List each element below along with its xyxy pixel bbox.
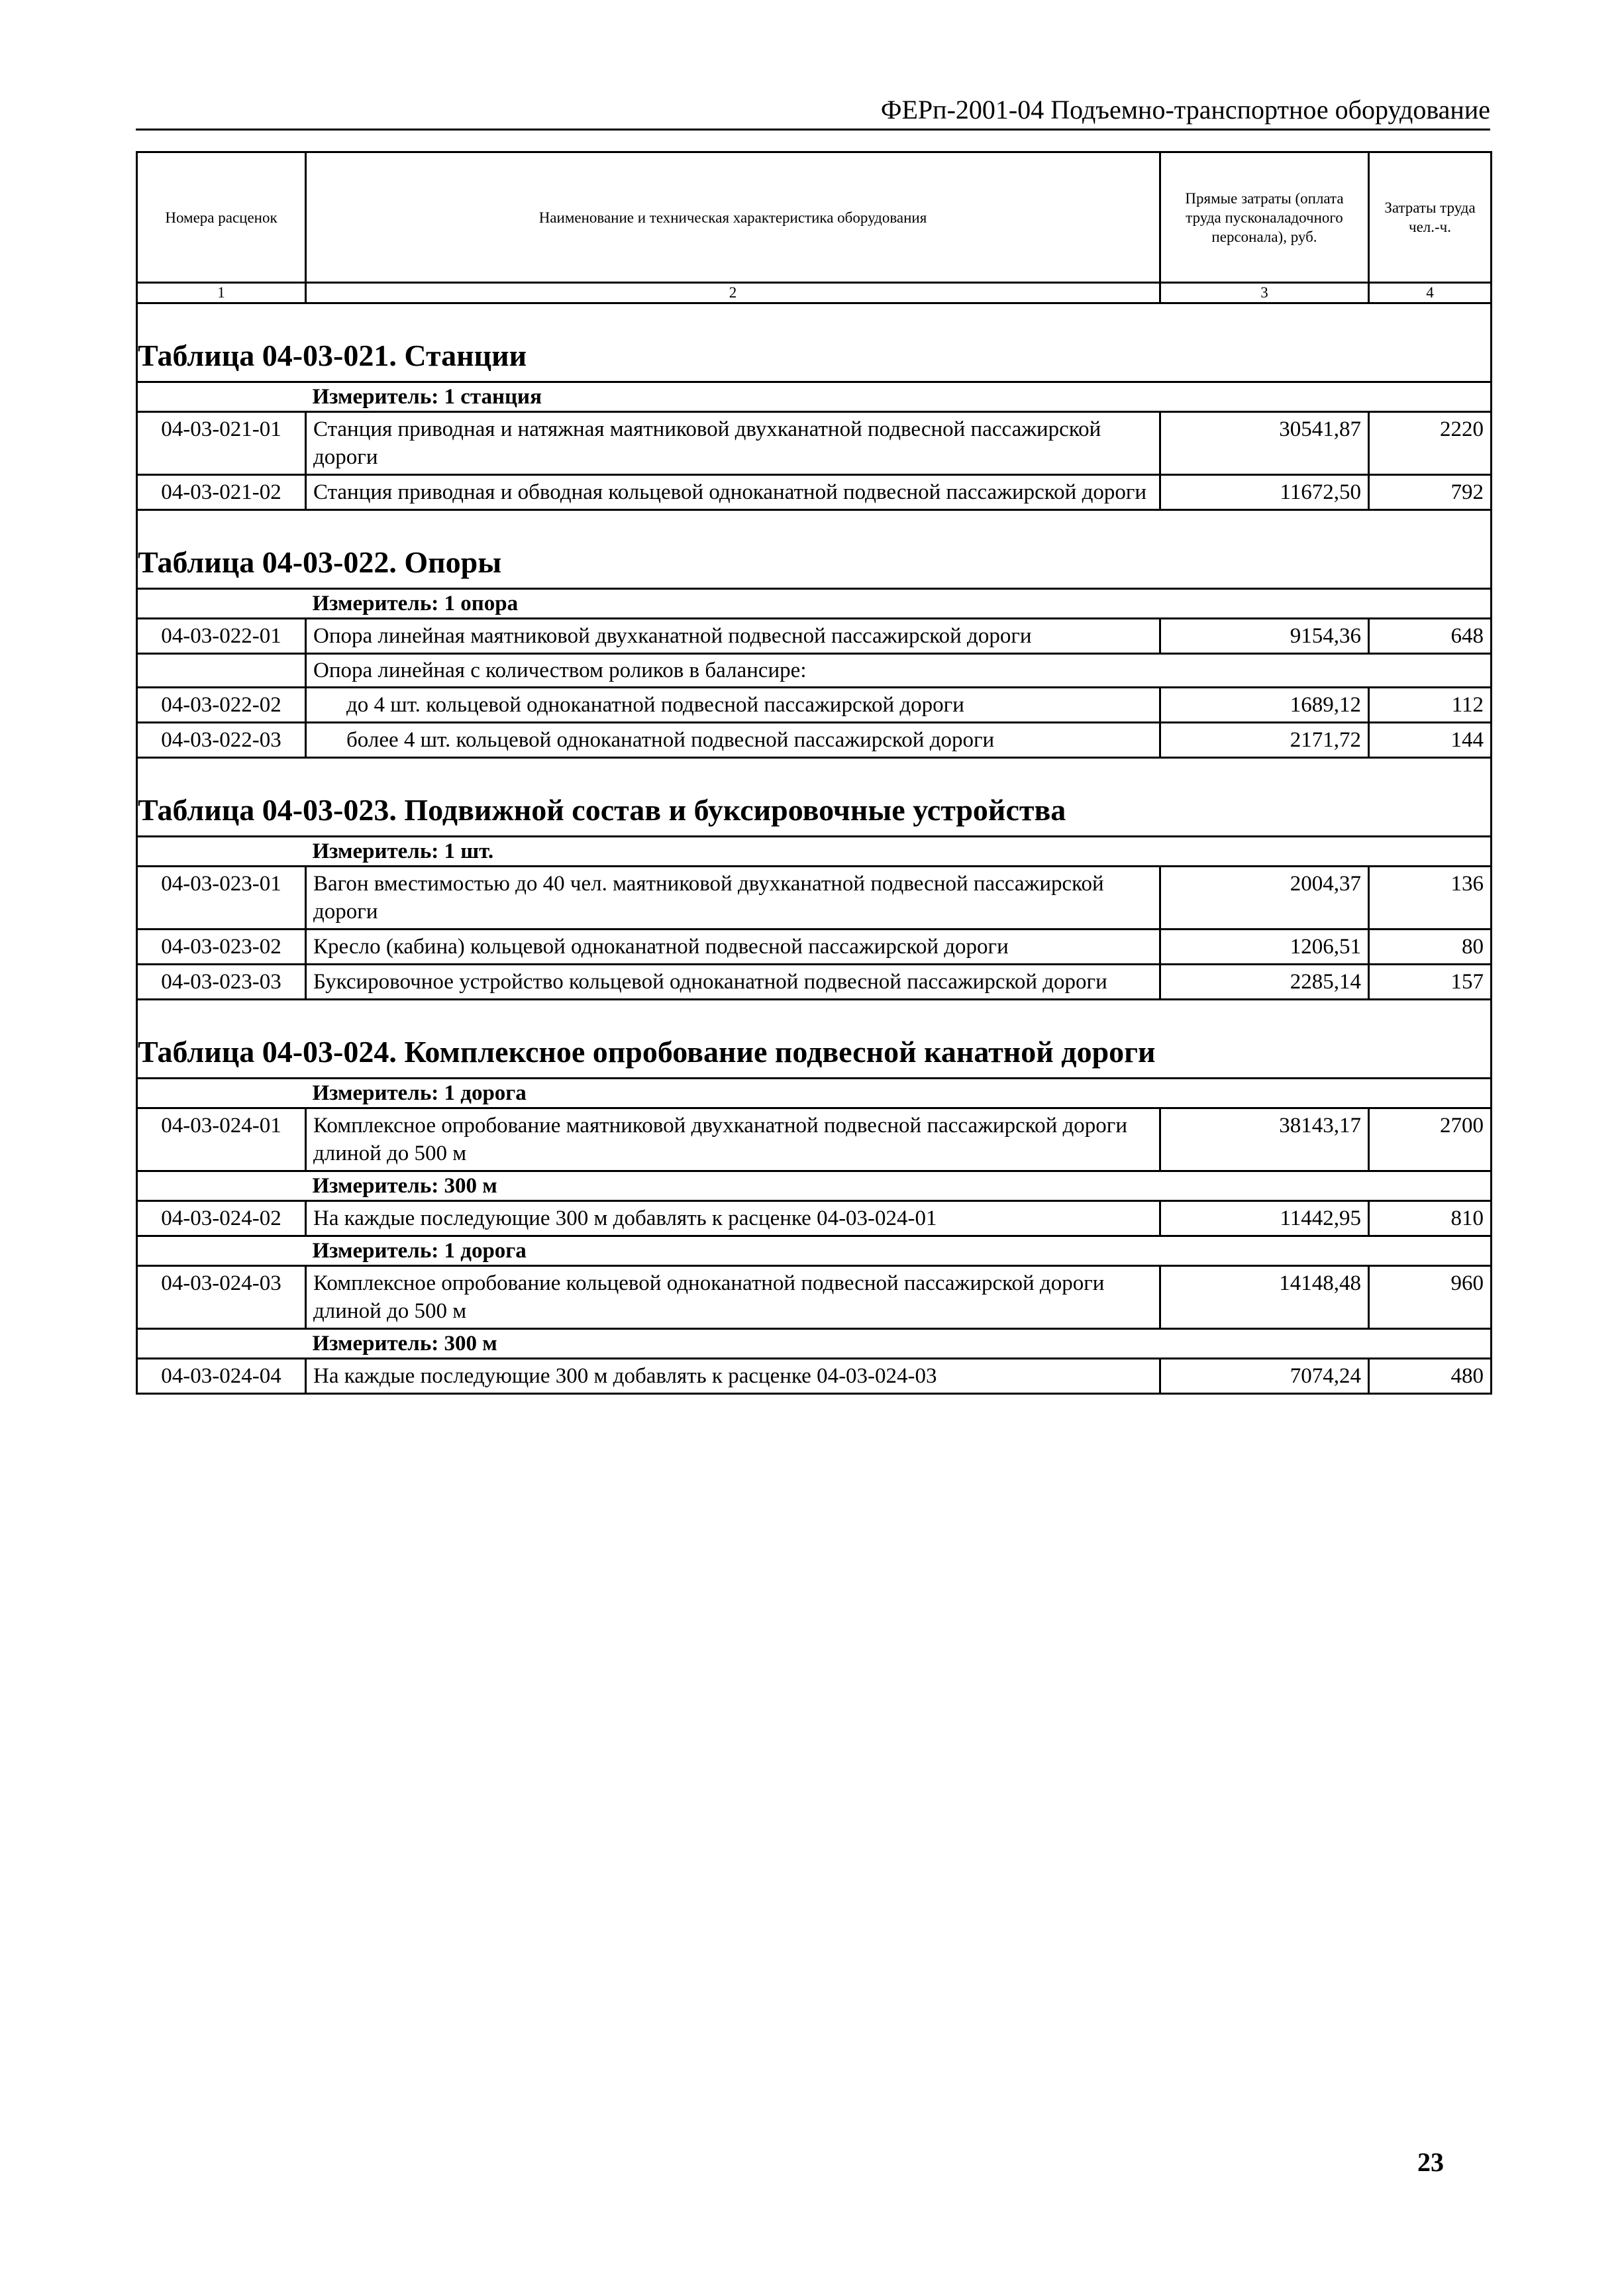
header-title: ФЕРп-2001-04 Подъемно-транспортное оборудование — [880, 95, 1490, 125]
rate-code: 04-03-022-02 — [137, 688, 306, 723]
table-row — [137, 1108, 1492, 1171]
measure-label: Измеритель: 300 м — [306, 1171, 1492, 1201]
measure-label: Измеритель: 1 опора — [306, 589, 1492, 619]
rate-labor: 144 — [1369, 723, 1492, 758]
col-header-name: Наименование и техническая характеристика оборудования — [306, 152, 1160, 283]
measure-label: Измеритель: 1 станция — [306, 382, 1492, 412]
rate-labor: 960 — [1369, 1266, 1492, 1329]
table-row — [137, 965, 1492, 1000]
rate-code: 04-03-024-01 — [137, 1108, 306, 1171]
col-number: 3 — [1160, 283, 1369, 303]
table-row — [137, 930, 1492, 965]
rate-name: до 4 шт. кольцевой одноканатной подвесной пассажирской дороги — [306, 688, 1160, 723]
rate-code: 04-03-023-02 — [137, 930, 306, 965]
rate-cost: 1206,51 — [1160, 930, 1369, 965]
rate-cost: 11442,95 — [1160, 1201, 1369, 1236]
rate-name: Комплексное опробование кольцевой одноканатной подвесной пассажирской дороги длиной до 500 м — [306, 1266, 1160, 1329]
rate-code: 04-03-021-02 — [137, 475, 306, 510]
page-number: 23 — [1417, 2147, 1444, 2177]
table-row — [137, 1266, 1492, 1329]
measure-label: Измеритель: 1 дорога — [306, 1236, 1492, 1266]
section-title-cell — [137, 337, 1492, 382]
measure-row — [137, 1329, 1492, 1359]
section-title-cell — [137, 1034, 1492, 1079]
table-row — [137, 1201, 1492, 1236]
col-number: 2 — [306, 283, 1160, 303]
rate-cost: 30541,87 — [1160, 412, 1369, 475]
rate-name: Буксировочное устройство кольцевой одноканатной подвесной пассажирской дороги — [306, 965, 1160, 1000]
rate-code: 04-03-023-01 — [137, 867, 306, 930]
col-header-labor: Затраты труда чел.-ч. — [1369, 152, 1492, 283]
spacer — [137, 303, 1492, 338]
rate-code: 04-03-022-01 — [137, 619, 306, 654]
rate-name: Кресло (кабина) кольцевой одноканатной подвесной пассажирской дороги — [306, 930, 1160, 965]
table-row — [137, 867, 1492, 930]
section-title-cell — [137, 544, 1492, 589]
table-row — [137, 619, 1492, 654]
rates-table — [136, 151, 1492, 1395]
measure-label: Измеритель: 300 м — [306, 1329, 1492, 1359]
rate-cost: 7074,24 — [1160, 1359, 1369, 1394]
rate-name: Станция приводная и натяжная маятниковой двухканатной подвесной пассажирской дороги — [306, 412, 1160, 475]
rate-code: 04-03-023-03 — [137, 965, 306, 1000]
table-row — [137, 688, 1492, 723]
rate-cost: 38143,17 — [1160, 1108, 1369, 1171]
rate-cost: 2171,72 — [1160, 723, 1369, 758]
table-row — [137, 1359, 1492, 1394]
measure-row — [137, 1079, 1492, 1108]
col-header-cost: Прямые затраты (оплата труда пусконаладочного персонала), руб. — [1160, 152, 1369, 283]
column-number-row — [137, 283, 1492, 303]
rate-name: Вагон вместимостью до 40 чел. маятниковой двухканатной подвесной пассажирской дороги — [306, 867, 1160, 930]
col-header-code: Номера расценок — [137, 152, 306, 283]
rate-labor: 2220 — [1369, 412, 1492, 475]
document-header — [136, 93, 1490, 131]
subheading-row — [137, 654, 1492, 688]
rate-cost: 11672,50 — [1160, 475, 1369, 510]
rate-cost: 9154,36 — [1160, 619, 1369, 654]
rate-code: 04-03-024-04 — [137, 1359, 306, 1394]
table-header-row — [137, 152, 1492, 283]
rate-labor: 792 — [1369, 475, 1492, 510]
measure-row — [137, 589, 1492, 619]
section-title: Таблица 04-03-022. Опоры — [138, 545, 502, 579]
rate-cost: 2285,14 — [1160, 965, 1369, 1000]
rate-code: 04-03-021-01 — [137, 412, 306, 475]
rate-name: Комплексное опробование маятниковой двухканатной подвесной пассажирской дороги длиной до 500 м — [306, 1108, 1160, 1171]
measure-row — [137, 1171, 1492, 1201]
rate-cost: 2004,37 — [1160, 867, 1369, 930]
table-row — [137, 475, 1492, 510]
rate-labor: 112 — [1369, 688, 1492, 723]
measure-row — [137, 382, 1492, 412]
spacer — [137, 758, 1492, 792]
rate-labor: 810 — [1369, 1201, 1492, 1236]
section-title: Таблица 04-03-023. Подвижной состав и буксировочные устройства — [138, 793, 1066, 827]
rate-labor: 157 — [1369, 965, 1492, 1000]
rate-cost: 1689,12 — [1160, 688, 1369, 723]
rate-labor: 648 — [1369, 619, 1492, 654]
section-title-cell — [137, 792, 1492, 837]
subheading-label: Опора линейная с количеством роликов в балансире: — [306, 654, 1492, 688]
measure-label: Измеритель: 1 шт. — [306, 837, 1492, 867]
rate-code: 04-03-024-03 — [137, 1266, 306, 1329]
rate-labor: 2700 — [1369, 1108, 1492, 1171]
rate-code: 04-03-024-02 — [137, 1201, 306, 1236]
section-title: Таблица 04-03-024. Комплексное опробование подвесной канатной дороги — [138, 1035, 1156, 1069]
rate-name: Станция приводная и обводная кольцевой одноканатной подвесной пассажирской дороги — [306, 475, 1160, 510]
rate-labor: 80 — [1369, 930, 1492, 965]
rate-labor: 136 — [1369, 867, 1492, 930]
rate-name: На каждые последующие 300 м добавлять к расценке 04-03-024-03 — [306, 1359, 1160, 1394]
col-number: 1 — [137, 283, 306, 303]
table-row — [137, 723, 1492, 758]
rate-code: 04-03-022-03 — [137, 723, 306, 758]
spacer — [137, 1000, 1492, 1034]
rate-name: Опора линейная маятниковой двухканатной подвесной пассажирской дороги — [306, 619, 1160, 654]
section-title: Таблица 04-03-021. Станции — [138, 339, 527, 372]
rate-labor: 480 — [1369, 1359, 1492, 1394]
rate-name: На каждые последующие 300 м добавлять к расценке 04-03-024-01 — [306, 1201, 1160, 1236]
table-row — [137, 412, 1492, 475]
spacer — [137, 510, 1492, 545]
rate-name: более 4 шт. кольцевой одноканатной подвесной пассажирской дороги — [306, 723, 1160, 758]
rate-cost: 14148,48 — [1160, 1266, 1369, 1329]
measure-row — [137, 1236, 1492, 1266]
measure-label: Измеритель: 1 дорога — [306, 1079, 1492, 1108]
measure-row — [137, 837, 1492, 867]
col-number: 4 — [1369, 283, 1492, 303]
